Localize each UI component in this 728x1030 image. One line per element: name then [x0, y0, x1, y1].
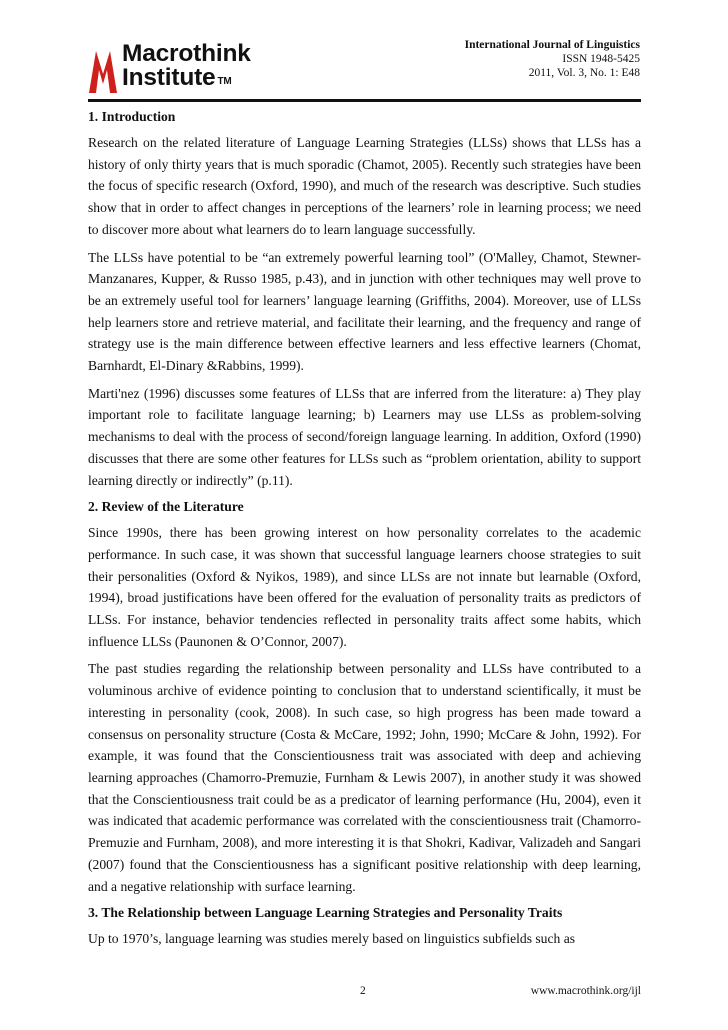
body-paragraph: Research on the related literature of Language Learning Strategies (LLSs) shows that LLSs has a history of only thirty years that is much sporadic (Chamot, 2005). Recently such strategies have been the focus of specific research (Oxford, 1990), and much of the research was descriptive. Such studies show that in order to affect changes in perceptions of the learners’ role in learning process; we need to discover more about what learners do to learn language successfully. — [88, 135, 641, 237]
journal-info — [465, 38, 640, 80]
journal-name: International Journal of Linguistics — [464, 39, 640, 51]
journal-issn: ISSN 1948-5425 — [562, 53, 640, 65]
page-number: 2 — [360, 985, 366, 997]
macrothink-logo — [88, 42, 288, 98]
body-paragraph: Marti'nez (1996) discusses some features of LLSs that are inferred from the literature: a) They play important role to facilitate language learning; b) Learners may use LLSs as problem-solving mechanisms to deal with the process of second/foreign language learning. In addition, Oxford (1990) discusses that there are some other features for LLSs such as “problem orientation, ability to support learning directly or indirectly” (p.11). — [88, 385, 641, 488]
logo-line-2 — [122, 66, 251, 90]
body-paragraph: The past studies regarding the relationship between personality and LLSs have contributed to a voluminous archive of evidence pointing to conclusion that to understand scientifically, it must be interesting in personality (cook, 2008). In such case, so high progress has been made toward a consensus on personality structure (Costa & McCare, 1992; John, 1990; McCare & John, 1992). For example, it was found that the Conscientiousness trait was associated with deep and achieving learning approaches (Chamorro-Premuzie, Furnham & Lewis 2007), in another study it was showed that the Conscientiousness trait could be as a predicator of learning performance (Hu, 2004), even it was indicated that academic performance was correlated with the conscientiousness trait (Chamorro-Premuzie and Furnham, 2008), and more interesting it is that Shokri, Kadivar, Valizadeh and Sangari (2007) found that the Conscientiousness has a significant positive relationship with deep learning, and a negative relationship with surface learning. — [88, 661, 641, 894]
logo-mark-icon — [88, 44, 118, 94]
logo-wordmark — [122, 42, 251, 90]
body-paragraph: Since 1990s, there has been growing interest on how personality correlates to the academic performance. In such case, it was shown that successful language learners choose strategies to suit their personalities (Oxford & Nyikos, 1989), and since LLSs are not innate but learnable (Oxford, 1994), broad justifications have been offered for the evaluation of personality traits as predictors of LLSs. For instance, behavior tendencies reflected in personality traits affect some habits, which influence LLSs (Paunonen & O’Connor, 2007). — [88, 525, 641, 649]
body-paragraph: Up to 1970’s, language learning was studies merely based on linguistics subfields such as — [88, 931, 576, 947]
journal-volume: 2011, Vol. 3, No. 1: E48 — [528, 67, 640, 79]
section-heading-introduction: 1. Introduction — [88, 109, 176, 124]
article-body — [88, 107, 641, 956]
logo-line-2-text: Institute — [122, 64, 216, 91]
page-footer — [88, 985, 641, 1001]
header-rule — [88, 99, 641, 102]
page-header — [88, 38, 640, 100]
body-paragraph: The LLSs have potential to be “an extremely powerful learning tool” (O'Malley, Chamot, Stewner-Manzanares, Kupper, & Russo 1985, p.43), and in junction with other techniques may well prove to be an extremely useful tool for learners’ language learning (Griffiths, 2004). Moreover, use of LLSs help learners store and retrieve material, and facilitate their learning, and the frequency and range of strategy use is the main difference between effective learners and less effective learners (Chomat, Barnhardt, El-Dinary &Rabbins, 1999). — [88, 249, 641, 374]
logo-trademark: TM — [217, 76, 232, 87]
section-heading-relationship: 3. The Relationship between Language Learning Strategies and Personality Traits — [88, 905, 563, 921]
section-heading-review: 2. Review of the Literature — [88, 499, 244, 515]
journal-url: www.macrothink.org/ijl — [530, 985, 641, 997]
logo-line-1: Macrothink — [122, 40, 251, 67]
